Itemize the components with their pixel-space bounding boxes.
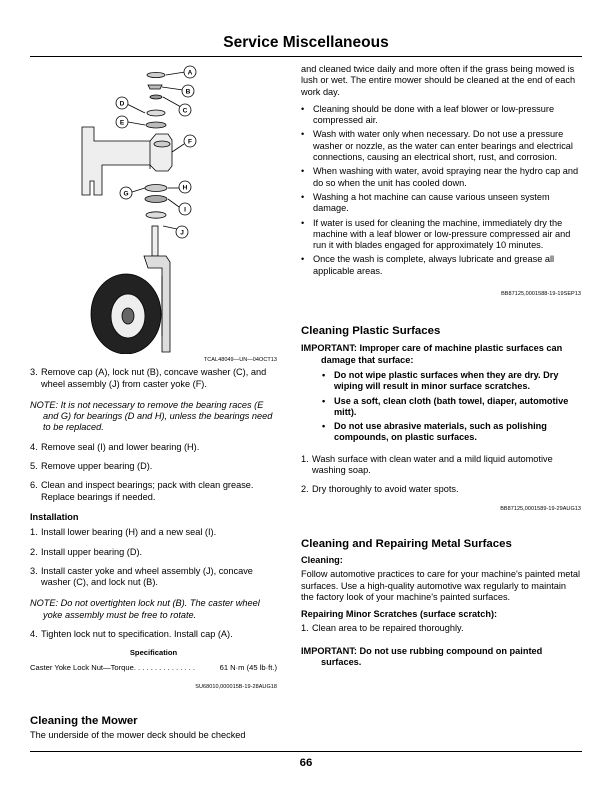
repair-subheading: Repairing Minor Scratches (surface scratch): [301, 609, 498, 620]
list-item: • Use a soft, clean cloth (bath towel, diaper, automotive mitt). [322, 395, 569, 417]
caster-wheel-exploded-diagram [30, 64, 277, 354]
install-step-2: 2. Install upper bearing (D). [30, 546, 143, 557]
removal-step-3: 3. Remove cap (A), lock nut (B), concave washer (C), and wheel assembly (J) from caster yoke (F). [30, 367, 267, 389]
callout-a [184, 66, 196, 78]
list-item: • Washing a hot machine can cause various unseen system damage. [301, 191, 550, 214]
list-item: • If water is used for cleaning the machine, immediately dry the machine with a leaf blower or low-pressure compressed air and run it with blades engaged for approximately 10 minutes. [301, 217, 571, 251]
list-item: • Do not wipe plastic surfaces when they are dry. Dry wiping will result in minor surface scratches. [322, 369, 559, 392]
plastic-bullet-list [301, 370, 581, 444]
svg-text:B: B [185, 88, 191, 96]
callout-j [176, 226, 188, 238]
cleaning-mower-heading: Cleaning the Mower [30, 715, 138, 728]
svg-text:G: G [123, 190, 129, 198]
installation-heading: Installation [30, 511, 79, 522]
list-item: • Wash with water only when necessary. Do not use a pressure washer or nozzle, as the water can enter bearings and electrical connections, causing an electrical short, rust, and corrosion. [301, 129, 573, 163]
list-item: • Cleaning should be done with a leaf blower or low-pressure compressed air. [301, 103, 555, 126]
specification-label: Caster Yoke Lock Nut—Torque. . . . . . . . . . . . . . . [30, 662, 196, 672]
list-item: • Once the wash is complete, always lubricate and grease all applicable areas. [301, 254, 555, 276]
cleaning-subheading: Cleaning: [301, 554, 343, 565]
list-item: • When washing with water, avoid spraying near the hydro cap and do so when the unit has cooled down. [301, 166, 579, 188]
callout-c [179, 104, 191, 116]
svg-text:C: C [182, 107, 188, 115]
svg-text:H: H [182, 184, 188, 192]
removal-step-4: 4. Remove seal (I) and lower bearing (H). [30, 441, 200, 452]
callout-e [116, 116, 128, 128]
plastic-heading: Cleaning Plastic Surfaces [301, 325, 441, 338]
svg-text:A: A [187, 69, 193, 77]
install-step-1: 1. Install lower bearing (H) and a new seal (I). [30, 527, 217, 538]
reference-code: BB87125,0001588-19-19SEP13 [501, 291, 581, 298]
metal-heading: Cleaning and Repairing Metal Surfaces [301, 537, 512, 550]
specification-value: 61 N·m (45 lb·ft.) [219, 662, 277, 672]
repair-step-1: 1. Clean area to be repaired thoroughly. [301, 623, 464, 634]
plastic-step-1: 1. Wash surface with clean water and a mild liquid automotive washing soap. [301, 453, 553, 476]
specification-row [30, 662, 277, 673]
install-step-3: 3. Install caster yoke and wheel assembly (J), concave washer (C), and lock nut (B). [30, 565, 253, 588]
figure-reference: TCAL48049—UN—04OCT13 [203, 357, 277, 363]
svg-text:I: I [184, 206, 186, 214]
removal-step-5: 5. Remove upper bearing (D). [30, 461, 153, 472]
svg-text:J: J [180, 229, 184, 237]
footer-rule [30, 751, 582, 752]
header-rule [30, 56, 582, 57]
svg-text:E: E [119, 119, 125, 127]
callout-d [116, 97, 128, 109]
cleaning-mower-text: The underside of the mower deck should be checked [30, 730, 246, 741]
svg-text:F: F [188, 138, 192, 146]
callout-g [120, 187, 132, 199]
cleaning-intro: and cleaned twice daily and more often if the grass being mowed is lush or wet. The entire mower should be cleaned at the end of each work day. [301, 64, 576, 97]
plastic-step-2: 2. Dry thoroughly to avoid water spots. [301, 484, 459, 495]
reference-code: BB87125,0001589-19-29AUG13 [500, 505, 581, 512]
reference-code: SU68010,000015B-19-28AUG18 [195, 683, 277, 690]
svg-text:D: D [119, 100, 125, 108]
callout-h [179, 181, 191, 193]
note-overtighten: NOTE: Do not overtighten lock nut (B). The caster wheel yoke assembly must be free to rotate. [30, 598, 260, 620]
left-column [30, 64, 277, 742]
specification-title: Specification [129, 648, 178, 658]
note-bearing-races: NOTE: It is not necessary to remove the bearing races (E and G) for bearings (D and H), unless the bearings need to be replaced. [30, 399, 273, 433]
plastic-important: IMPORTANT: Improper care of machine plastic surfaces can damage that surface: [301, 343, 563, 365]
page-number: 66 [299, 757, 313, 769]
callout-b [182, 85, 194, 97]
removal-step-6: 6. Clean and inspect bearings; pack with clean grease. Replace bearings if needed. [30, 480, 254, 502]
install-step-4: 4. Tighten lock nut to specification. Install cap (A). [30, 629, 233, 640]
callout-i [179, 203, 191, 215]
caster-wheel-illustration [30, 64, 277, 354]
right-column [301, 64, 581, 668]
callout-f [184, 135, 196, 147]
cleaning-text: Follow automotive practices to care for your machine's painted metal surfaces. Use a high-quality automotive wax regularly to maintain the factory look of your machine's painted surfaces. [301, 569, 581, 602]
list-item: • Do not use abrasive materials, such as polishing compounds, on plastic surfaces. [322, 421, 547, 443]
page-title: Service Miscellaneous [223, 34, 389, 51]
repair-important: IMPORTANT: Do not use rubbing compound on painted surfaces. [301, 645, 543, 667]
cleaning-bullet-list [301, 104, 581, 277]
